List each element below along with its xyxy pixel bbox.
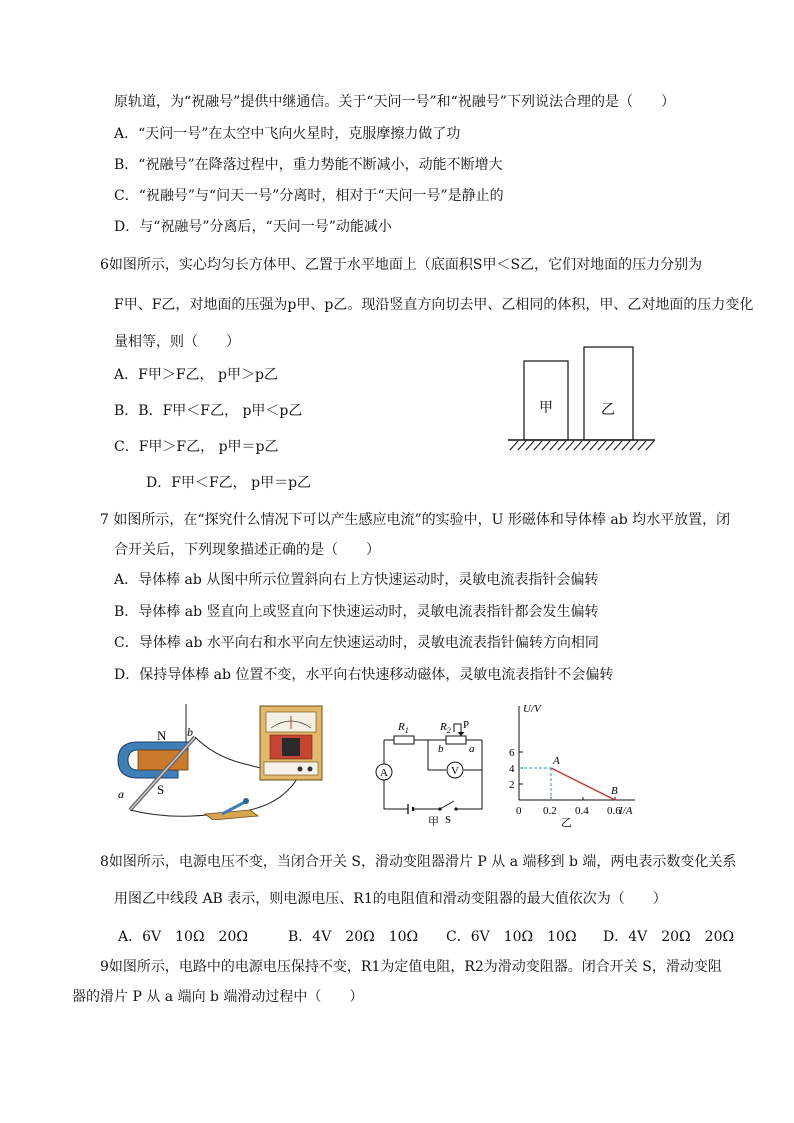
ui-graph (505, 700, 635, 828)
r2-label: $R_2$ (440, 721, 451, 735)
x-tick-label: 0.2 (543, 805, 557, 817)
segment-ab (551, 768, 615, 800)
induction-apparatus-figure (110, 702, 335, 820)
q5-option-d: D．与“祝融号”分离后，“天问一号”动能减小 (114, 219, 392, 235)
q5-option-a: A．“天问一号”在太空中飞向火星时，克服摩擦力做了功 (114, 126, 461, 142)
end-a-label: a (469, 743, 475, 755)
q6-stem-line3: 量相等，则（ ） (114, 334, 240, 350)
q7-stem-line1: 7 如图所示，在“探究什么情况下可以产生感应电流”的实验中，U 形磁体和导体棒 ab 均水平放置，闭 (100, 512, 731, 528)
point-b-label: B (611, 785, 618, 797)
wire-top (195, 737, 270, 770)
y-tick-label: 6 (509, 747, 515, 759)
q8-option-d: D．4V 20Ω 20Ω (603, 929, 735, 945)
switch-icon (440, 801, 454, 809)
q7-option-c: C．导体棒 ab 水平向右和水平向左快速运动时，灵敏电流表指针偏转方向相同 (114, 635, 599, 651)
q6-stem-line2: F甲、F乙，对地面的压强为p甲、p乙。现沿竖直方向切去甲、乙相同的体积，甲、乙对地面的压力变化 (114, 297, 754, 313)
ground-hatching (510, 441, 654, 450)
y-tick-label: 2 (509, 779, 515, 791)
x-tick-label: 0.6 (607, 805, 621, 817)
block-jia-label: 甲 (539, 401, 553, 416)
q9-stem-line2: 器的滑片 P 从 a 端向 b 端滑动过程中（ ） (72, 989, 364, 1005)
q7-option-d: D．保持导体棒 ab 位置不变，水平向右快速移动磁体，灵敏电流表指针不会偏转 (114, 667, 614, 683)
blocks-figure (500, 340, 670, 455)
block-yi (584, 347, 633, 440)
magnet-s-label: S (157, 782, 165, 797)
q7-option-a: A．导体棒 ab 从图中所示位置斜向右上方快速运动时，灵敏电流表指针会偏转 (114, 572, 599, 588)
q6-option-c: C．F甲＞F乙， p甲＝p乙 (114, 439, 279, 455)
resistor-r1 (394, 736, 414, 744)
q8-option-a: A．6V 10Ω 20Ω (118, 929, 248, 945)
ammeter-label: A (380, 767, 388, 779)
r1-label: $R_1$ (398, 721, 409, 735)
block-yi-label: 乙 (601, 403, 615, 418)
circuit-diagram (370, 712, 500, 827)
q7-option-b: B．导体棒 ab 竖直向上或竖直向下快速运动时，灵敏电流表指针都会发生偏转 (114, 604, 599, 620)
x-tick-label: 0.4 (575, 805, 589, 817)
circuit-caption: 甲 (428, 816, 439, 827)
q8-option-c: C．6V 10Ω 10Ω (446, 929, 577, 945)
origin-label: 0 (516, 805, 522, 817)
end-b-label: b (438, 743, 444, 755)
rod-end-a-label: a (118, 787, 124, 801)
q5-option-b: B．“祝融号”在降落过程中，重力势能不断减小，动能不断增大 (114, 157, 503, 173)
voltmeter-label: V (451, 765, 459, 777)
q6-option-a: A．F甲＞F乙， p甲＞p乙 (114, 367, 278, 383)
q6-option-b: B．B．F甲＜F乙， p甲＜p乙 (114, 403, 303, 419)
point-a-label: A (553, 755, 560, 767)
q7-stem-line2: 合开关后，下列现象描述正确的是（ ） (114, 542, 380, 558)
q9-stem-line1: 9如图所示，电路中的电源电压保持不变，R1为定值电阻，R2为滑动变阻器。闭合开关 S，滑动变阻 (100, 959, 722, 975)
switch-label: S (445, 814, 452, 826)
x-axis-label: I/A (619, 805, 633, 817)
magnet-n-label: N (157, 728, 167, 743)
q8-stem-line1: 8如图所示，电源电压不变，当闭合开关 S，滑动变阻器滑片 P 从 a 端移到 b 端，两电表示数变化关系 (100, 854, 737, 870)
switch-base (205, 810, 258, 820)
terminal-icon (298, 767, 303, 772)
q8-stem-line2: 用图乙中线段 AB 表示，则电源电压、R1的电阻值和滑动变阻器的最大值依次为（ ） (114, 891, 667, 907)
rod-end-b-label: b (187, 725, 193, 739)
q6-option-d: D．F甲＜F乙， p甲＝p乙 (146, 475, 312, 491)
q5-option-c: C．“祝融号”与“问天一号”分离时，相对于“天问一号”是静止的 (114, 188, 504, 204)
y-axis-label: U/V (523, 703, 541, 715)
slider-p-label: P (463, 719, 470, 731)
q5-stem: 原轨道，为“祝融号”提供中继通信。关于“天问一号”和“祝融号”下列说法合理的是（ ） (114, 94, 675, 110)
q6-stem-line1: 6如图所示，实心均匀长方体甲、乙置于水平地面上（底面积S甲＜S乙，它们对地面的压力分别为 (100, 257, 703, 273)
terminal-icon (308, 767, 313, 772)
resistor-r2 (446, 736, 466, 744)
graph-caption: 乙 (561, 817, 572, 828)
y-tick-label: 4 (509, 763, 515, 775)
q8-option-b: B．4V 20Ω 10Ω (288, 929, 419, 945)
